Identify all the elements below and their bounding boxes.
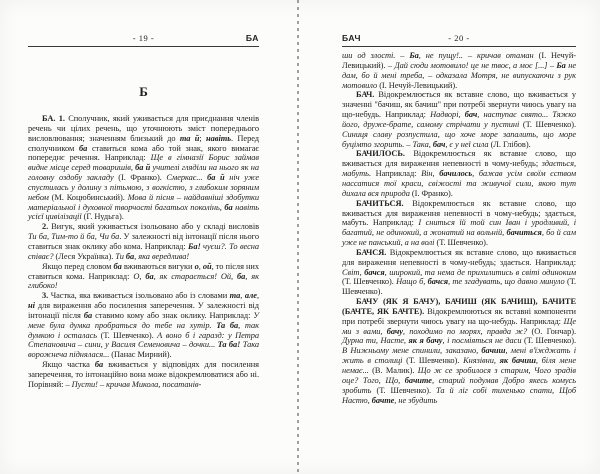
text-segment: ставиться кома або той знак, якого вимагає попереднє речення. Наприклад:	[28, 143, 259, 163]
section-letter-heading: Б	[139, 84, 148, 99]
text-segment: (І. Нечуй-Левицький).	[379, 80, 458, 90]
dictionary-paragraph	[28, 222, 259, 261]
text-segment: , як старається! Ой,	[153, 271, 238, 281]
text-segment: , не пущу!.. – кричав отаман	[418, 51, 539, 60]
text-segment: , як глибоко!	[28, 271, 259, 291]
text-segment: , не збудить	[394, 395, 438, 405]
text-segment: (І. Нечуй-Левицький).	[342, 51, 576, 70]
text-segment: не дам, бо й мені треба, – одказала Мотря, не випускаючи з рук мотовило	[342, 60, 576, 90]
text-segment: ніч уже спустилась у долину з пітьмою, з вогкістю, з глибоким зоряним небом	[28, 173, 259, 202]
text-segment: ба	[145, 271, 154, 281]
text-segment: БАЧУ (ЯК Я БАЧУ), БАЧИШ (ЯК БАЧИШ), БАЧИТЕ (БАЧТЕ, ЯК БАЧТЕ).	[342, 297, 576, 316]
text-segment: Відокремлюються як вставні компоненти при потребі звернути чиюсь увагу на що-небудь. Наприклад:	[342, 306, 576, 326]
text-segment: БАЧ.	[356, 90, 375, 100]
text-segment: (І. Франко).	[118, 173, 167, 183]
guide-word-left: БА	[245, 33, 259, 43]
text-segment: Відокремлюється як вставне слово, що вживається у значенні "бачиш, як бачиш" при потребі звернути чиюсь увагу на що-небудь. Наприклад:	[342, 90, 576, 120]
text-segment: вживається у відповідях для посилення заперечення, то інтонаційно вона може відокремлюватися або ні. Порівняй:	[28, 360, 259, 389]
text-segment: бачилось	[439, 169, 473, 179]
text-segment: ба	[83, 310, 93, 320]
text-segment: та й	[179, 133, 200, 143]
text-segment: навіть усієї цивілізації	[28, 202, 259, 222]
text-segment: (О. Гончар).	[531, 326, 576, 336]
text-segment: , бо й сам уже не панський, а на волі	[342, 228, 576, 248]
text-segment: Нащо б,	[396, 277, 428, 287]
text-segment: Синиця славу розпустила, що хоче море запалить, що море буцімто згорить. – Така,	[342, 129, 576, 149]
text-segment: (Т. Шевченко).	[524, 336, 576, 346]
text-segment: – Пусти! – кричав Микола, посатанів-	[65, 379, 202, 389]
text-segment: ба	[113, 261, 122, 271]
text-segment: Якщо перед словом	[42, 261, 114, 271]
page-right-running-head	[342, 33, 576, 43]
header-rule-right	[342, 46, 576, 47]
text-segment: . Наприклад:	[368, 169, 422, 179]
text-segment: Сполучник, який уживається для приєднання членів речень чи цілих речень, що уточнюють зміст попереднього висловлювання; значенням близький до	[28, 114, 260, 143]
text-segment: вживаються вигуки	[121, 261, 195, 271]
text-segment: чуєш?. То весна співає?	[28, 241, 259, 261]
text-segment: , старий подумав Добро якесь комусь зробить	[342, 375, 576, 395]
text-segment: ба	[224, 202, 233, 212]
text-segment: як я бачу	[408, 336, 443, 346]
text-segment: ні	[28, 301, 35, 311]
dictionary-paragraph	[342, 149, 576, 198]
text-segment: як бачиш	[499, 356, 536, 366]
text-segment: – Дай сюди мотовило! це не твоє, а моє [...] –	[387, 60, 557, 70]
text-segment: ,	[240, 291, 245, 301]
page-number-right: - 20 -	[448, 33, 470, 43]
text-segment: ба	[94, 360, 104, 370]
text-segment: БАЧИТЬСЯ.	[356, 198, 404, 208]
text-segment: Він,	[421, 169, 440, 179]
page-number-left: - 19 -	[132, 33, 155, 43]
text-segment: Ще в гімназії Борис займав видне місце серед товаришів,	[28, 153, 259, 173]
text-segment: (Л. Глібов).	[490, 139, 531, 149]
text-segment: (В. Малик).	[372, 366, 418, 375]
text-segment: (Т. Шевченко).	[522, 119, 576, 129]
dictionary-paragraph	[28, 114, 259, 222]
text-segment: (Т. Шевченко).	[436, 238, 488, 248]
text-segment: Мова й пісня – найдавніші здобутки матеріальної і духовної творчості багатьох поколінь,	[28, 192, 259, 212]
gutter-dashed-divider	[297, 0, 299, 474]
text-segment: бачте	[371, 395, 395, 405]
text-segment: Така ворожнеча піднялася...	[28, 340, 259, 360]
text-segment: (М. Коцюбинський).	[51, 192, 128, 202]
text-segment: та	[229, 291, 241, 301]
text-segment: , біля мене немає...	[342, 356, 576, 375]
text-segment: Та ба	[216, 320, 239, 330]
text-segment: ой	[202, 261, 212, 271]
text-segment: ба	[237, 271, 246, 281]
text-segment: бачиш	[481, 346, 506, 356]
dictionary-paragraph	[342, 199, 576, 248]
text-segment: , те згадувать, що давно минуло	[448, 277, 567, 287]
text-segment: але	[244, 291, 257, 301]
text-segment: (Т. Шевченко).	[342, 277, 576, 297]
text-segment: (Панас Мирний).	[111, 350, 172, 360]
text-segment: Ще ми з вами,	[342, 316, 576, 336]
text-segment: ба й	[207, 173, 225, 183]
text-segment: А воно б і гаразд: у Петра Степановича – сини, у Василя Семеновича – дочки...	[28, 330, 260, 350]
header-rule-left	[28, 46, 259, 47]
text-segment: Надворі,	[430, 110, 465, 120]
text-segment: для вираження або посилення заперечення. У залежності від інтонації після	[28, 301, 259, 320]
text-segment: Ба	[556, 60, 566, 70]
dictionary-paragraph	[28, 291, 259, 360]
text-segment: , так думкою і осталась	[28, 320, 259, 340]
text-segment: , бажав усім своїм єством нассатися тої краси, свіжості та живучої сили, якою тут дихала вся природа	[342, 169, 576, 198]
text-segment: ба	[125, 251, 135, 261]
text-segment: . У залежності від інтонації після нього ставиться знак оклику або кома. Наприклад:	[28, 232, 259, 251]
text-segment: ставимо кому або знак оклику. Наприклад:	[92, 310, 254, 320]
text-segment: (Леся Українка).	[55, 251, 116, 261]
text-segment: бачся	[364, 267, 385, 277]
text-segment: Відокремлюється як вставне слово, що вживається для вираження непевності в чому-небудь; здається. Наприклад:	[342, 247, 576, 267]
text-segment: ,	[256, 291, 259, 301]
text-segment: ба	[78, 143, 88, 153]
text-segment: ба й	[135, 163, 151, 173]
text-segment: бачиться	[506, 228, 542, 238]
text-segment: Та ба!	[217, 340, 241, 350]
text-segment: Смеркає...	[166, 173, 208, 183]
text-segment: ;	[199, 133, 207, 143]
text-segment: Світ,	[342, 267, 365, 277]
text-segment: (Т. Шевченко).	[376, 385, 437, 395]
text-segment: Ба	[409, 51, 419, 60]
text-segment: , мені в'їжджать і жить в столиці	[342, 346, 576, 366]
guide-word-right: БАЧ	[342, 33, 362, 43]
dictionary-paragraph-continuation	[342, 51, 576, 90]
text-segment: Та й ліг собі тихенько спати, Щоб Настю,	[342, 385, 576, 405]
dictionary-paragraph	[342, 248, 576, 297]
text-segment: БАЧСЯ.	[356, 247, 387, 257]
text-segment: , є у неї сила	[445, 139, 491, 149]
text-segment: бач	[464, 110, 478, 120]
text-segment: 3.	[42, 291, 51, 301]
text-segment: Ба!	[188, 241, 201, 251]
text-segment: бачся	[427, 277, 449, 287]
text-segment: Відокремлюється як вставне слово, що вживається для вираження непевності в чому-небудь; здається, мабуть. Наприклад:	[342, 198, 576, 228]
text-segment: ши од злості. –	[342, 51, 410, 60]
text-segment: , походимо по морях, правда ж?	[402, 326, 532, 336]
dictionary-paragraph	[342, 90, 576, 149]
text-segment: У мене була думка пробраться до тебе на хутір.	[28, 310, 260, 330]
text-segment: 2.	[42, 222, 52, 232]
text-segment: І сниться їй той син Іван і уродливий, і багатий, не одинокий, а жонатий на вольній,	[342, 218, 576, 238]
text-segment: здається, мабуть	[342, 159, 576, 179]
text-segment: бач	[432, 139, 446, 149]
text-segment: (Т. Шевченко).	[100, 330, 158, 340]
text-segment: , широкий, та нема де прихилитись в світі одиноким	[384, 267, 576, 277]
text-segment: навіть	[206, 133, 231, 143]
text-segment: Що ж се зробилося з старим, Чого зрадів оце? Того, Що,	[342, 366, 576, 385]
text-segment: . Перед сполучником	[28, 133, 259, 153]
page-left-running-head	[28, 33, 259, 43]
dictionary-paragraph	[342, 297, 576, 405]
text-segment: бачу	[386, 326, 403, 336]
text-segment: , наступає свято... Тяжко його, друже-брате, самому стрічати у пустині	[342, 110, 576, 129]
text-segment: , то після них ставиться кома. Наприклад:	[28, 261, 259, 281]
dictionary-paragraph	[28, 262, 259, 292]
text-segment: Ти ба, Тим-то й ба, Чи ба	[28, 232, 120, 242]
text-segment: БАЧИЛОСЬ.	[356, 149, 405, 159]
text-segment: (Т. Шевченко).	[342, 277, 397, 287]
text-segment: учителі гляділи на нього як на головну оздобу закладу	[28, 163, 260, 183]
page-right-body	[342, 51, 576, 405]
text-segment: (І. Франко).	[411, 188, 453, 198]
text-segment: Якщо частка	[42, 360, 95, 370]
text-segment: Вигук, який уживається ізольовано або у складі висловів	[51, 222, 260, 232]
text-segment: (Г. Нудьга).	[83, 212, 124, 222]
text-segment: В Нижньому мене спинили, заказано,	[342, 346, 482, 356]
text-segment: , яка вередлива!	[134, 251, 190, 261]
page-left-body	[28, 114, 259, 390]
text-segment: (Т. Шевченко).	[406, 356, 464, 366]
text-segment: бачите	[404, 375, 432, 385]
text-segment: Ти	[115, 251, 126, 261]
text-segment: Князівни,	[463, 356, 500, 366]
dictionary-paragraph	[28, 360, 259, 390]
text-segment: БА. 1.	[42, 114, 69, 123]
text-segment: , і посміяться не даси	[442, 336, 525, 346]
text-segment: Дурна ти, Насте,	[342, 336, 409, 346]
text-segment: О,	[133, 271, 146, 281]
text-segment: ,	[198, 261, 203, 271]
text-segment: Відокремлюється як вставне слово, що вживається для вираження непевності в чому-небудь;	[342, 149, 576, 169]
text-segment: Частка, яка вживається ізольовано або із словами	[50, 291, 230, 301]
text-segment: о	[194, 261, 199, 271]
